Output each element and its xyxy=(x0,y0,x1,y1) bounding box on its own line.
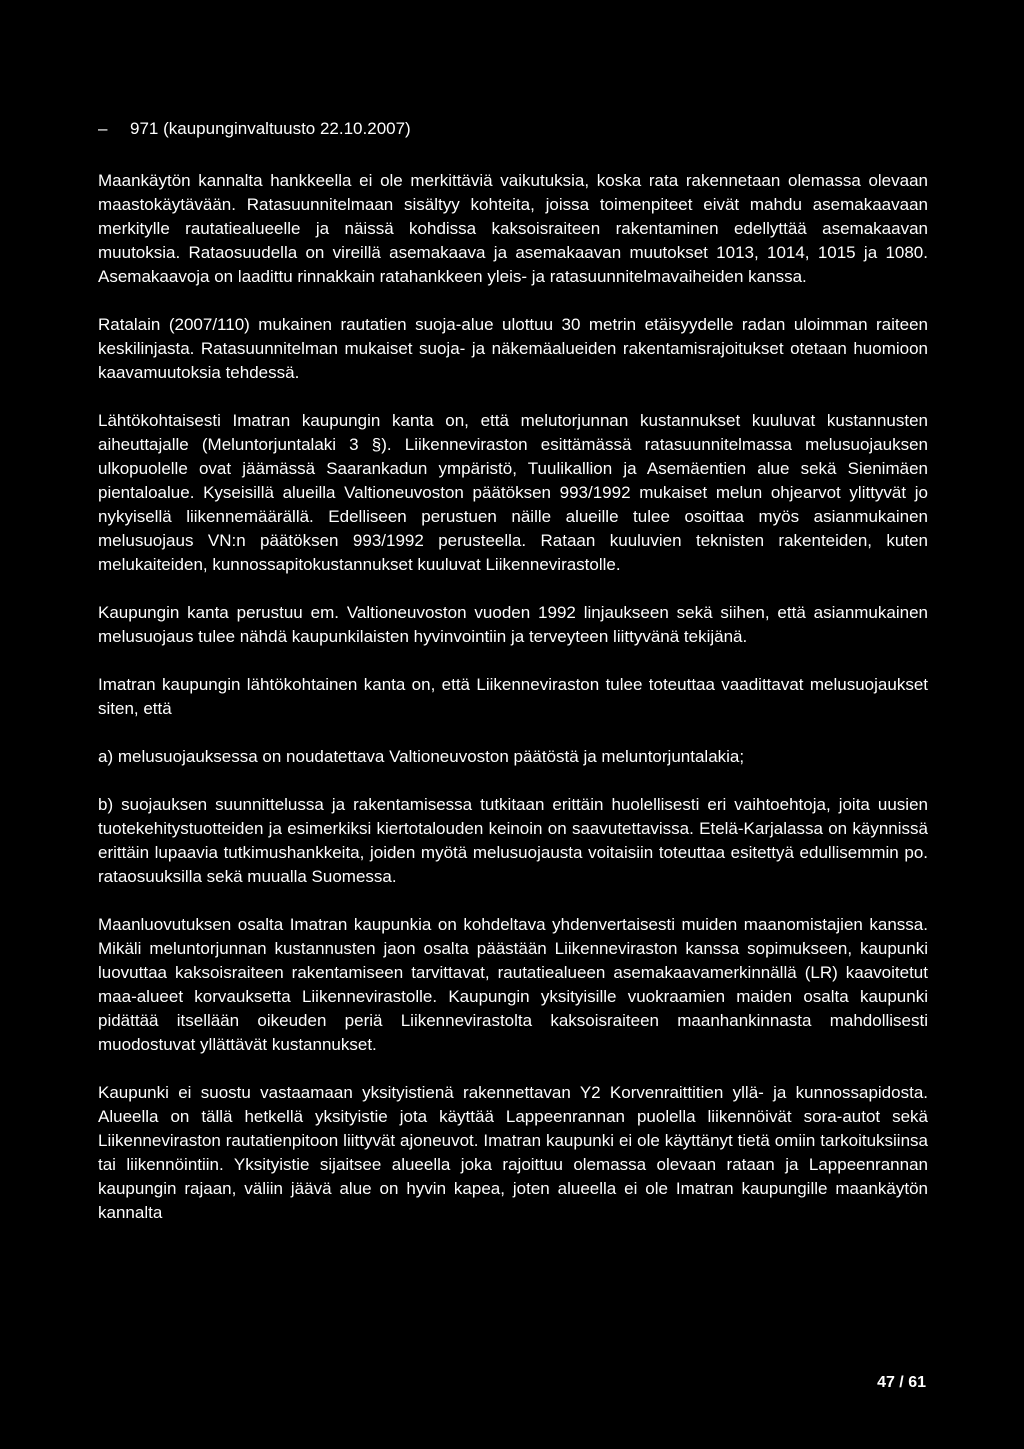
bullet-text: 971 (kaupunginvaltuusto 22.10.2007) xyxy=(130,119,411,138)
paragraph-starting-position: Imatran kaupungin lähtökohtainen kanta on, että Liikenneviraston tulee toteuttaa vaadittavat melusuojaukset siten, että xyxy=(98,675,928,718)
paragraph-noise-costs: Lähtökohtaisesti Imatran kaupungin kanta on, että melutorjunnan kustannukset kuuluvat kustannusten aiheuttajalle (Meluntorjuntalaki 3 §). Liikenneviraston esittämässä ratasuunnitelmassa melusuojauksen ulkopuolelle ovat jäämässä Saarankadun ympäristö, Tuulikallion ja Asemäentien alue sekä Sienimäen pientaloalue. Kyseisillä alueilla Valtioneuvoston päätöksen 993/1992 mukaiset melun ohjearvot ylittyvät jo nykyisellä liikennemäärällä. Edelliseen perustuen näille alueille tulee osoittaa myös asianmukainen melusuojaus VN:n päätöksen 993/1992 perusteella. Rataan kuuluvien teknisten rakenteiden, kuten melukaiteiden, kunnossapitokustannukset kuuluvat Liikennevirastolle. xyxy=(98,411,928,574)
reference-bullet xyxy=(98,117,928,141)
paragraph-private-road: Kaupunki ei suostu vastaamaan yksityistienä rakennettavan Y2 Korvenraittitien yllä- ja kunnossapidosta. Alueella on tällä hetkellä yksityistie jota käyttää Lappeenrannan puolella liikennöivät sora-autot sekä Liikenneviraston rautatienpitoon liittyvät ajoneuvot. Imatran kaupunki ei ole käyttänyt tietä omiin tarkoituksiinsa tai liikennöintiin. Yksityistie sijaitsee alueella joka rajoittuu olemassa olevaan rataan ja Lappeenrannan kaupungin rajaan, väliin jäävä alue on hyvin kapea, joten alueella ei ole Imatran kaupungille maankäytön kannalta xyxy=(98,1083,928,1222)
paragraph-land-use: Maankäytön kannalta hankkeella ei ole merkittäviä vaikutuksia, koska rata rakennetaan olemassa olevaan maastokäytävään. Ratasuunnitelmaan sisältyy kohteita, joissa toimenpiteet eivät mahdu asemakaavaan merkitylle rautatiealueelle ja näissä kohdissa kaksoisraiteen rakentaminen edellyttää asemakaavan muutoksia. Rataosuudella on vireillä asemakaava ja asemakaavan muutokset 1013, 1014, 1015 ja 1080. Asemakaavoja on laadittu rinnakkain ratahankkeen yleis- ja ratasuunnitelmavaiheiden kanssa. xyxy=(98,171,928,286)
paragraph-railway-law: Ratalain (2007/110) mukainen rautatien suoja-alue ulottuu 30 metrin etäisyydelle radan uloimman raiteen keskilinjasta. Ratasuunnitelman mukaiset suoja- ja näkemäalueiden rakentamisrajoitukset otetaan huomioon kaavamuutoksia tehdessä. xyxy=(98,315,928,382)
document-page xyxy=(98,117,928,1249)
page-number: 47 / 61 xyxy=(877,1374,926,1391)
paragraph-land-transfer: Maanluovutuksen osalta Imatran kaupunkia on kohdeltava yhdenvertaisesti muiden maanomistajien kanssa. Mikäli meluntorjunnan kustannusten jaon osalta päästään Liikenneviraston kanssa sopimukseen, kaupunki luovuttaa kaksoisraiteen rakentamiseen tarvittavat, rautatiealueen asemakaavamerkinnällä (LR) kaavoitetut maa-alueet korvauksetta Liikennevirastolle. Kaupungin yksityisille vuokraamien maiden osalta kaupunki pidättää itsellään oikeuden periä Liikennevirastolta kaksoisraiteen maanhankinnasta mahdollisesti muodostuvat yllättävät kustannukset. xyxy=(98,915,928,1054)
list-item-b: b) suojauksen suunnittelussa ja rakentamisessa tutkitaan erittäin huolellisesti eri vaihtoehtoja, joita uusien tuotekehitystuotteiden ja esimerkiksi kiertotalouden keinoin on saavutettavissa. Etelä-Karjalassa on käynnissä erittäin lupaavia tutkimushankkeita, joiden myötä melusuojausta voitaisiin toteuttaa esitettyä edullisemmin po. rataosuuksilla sekä muualla Suomessa. xyxy=(98,795,928,886)
paragraph-city-position: Kaupungin kanta perustuu em. Valtioneuvoston vuoden 1992 linjaukseen sekä siihen, että asianmukainen melusuojaus tulee nähdä kaupunkilaisten hyvinvointiin ja terveyteen liittyvänä tekijänä. xyxy=(98,603,928,646)
bullet-dash: – xyxy=(98,119,108,138)
list-item-a: a) melusuojauksessa on noudatettava Valtioneuvoston päätöstä ja meluntorjuntalakia; xyxy=(98,747,745,766)
